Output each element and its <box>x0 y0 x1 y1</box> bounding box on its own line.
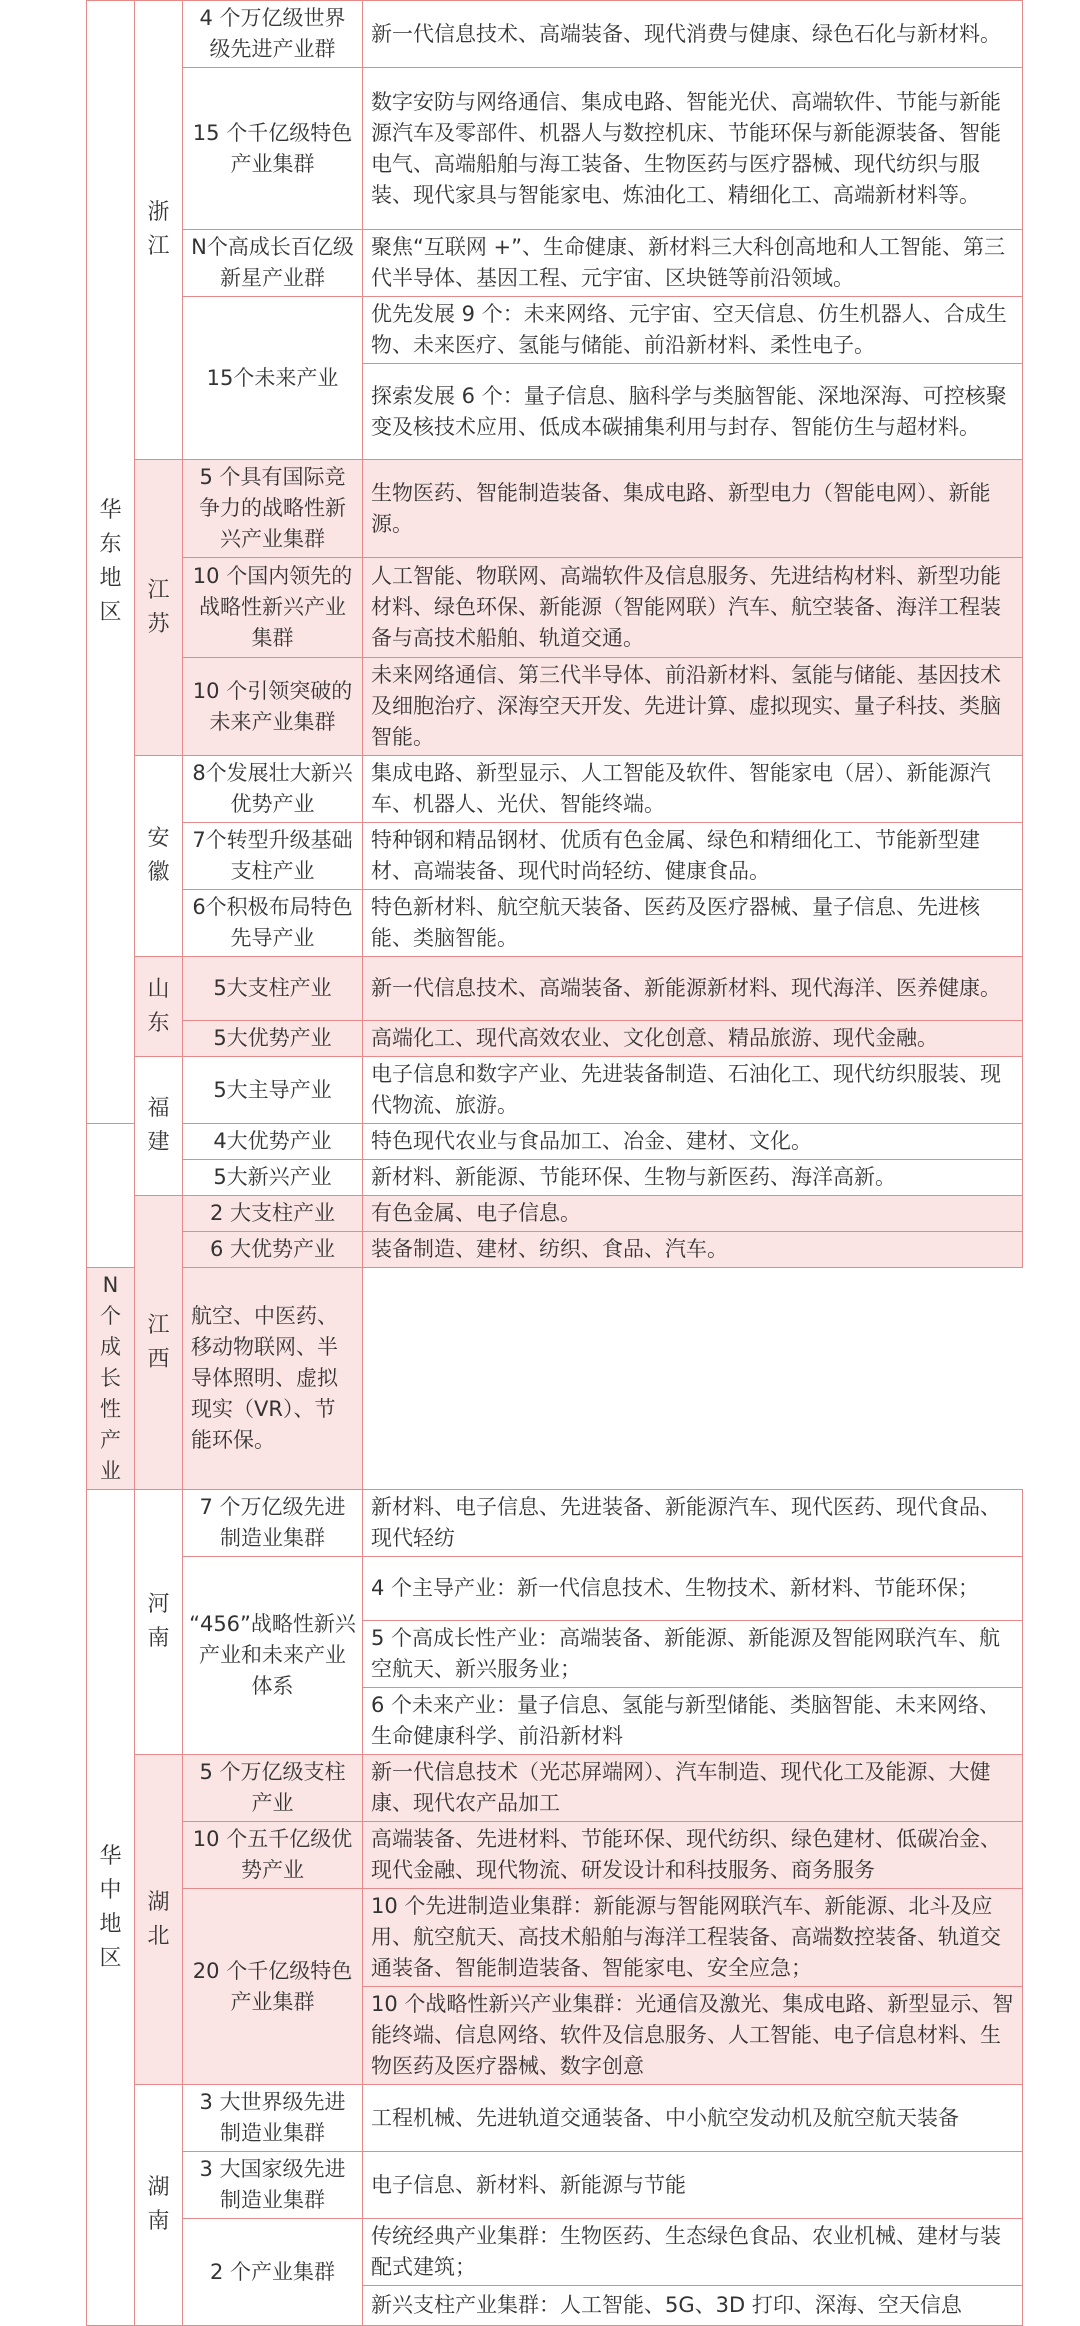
category-cell: 4大优势产业 <box>183 1124 363 1160</box>
category-cell: “456”战略性新兴产业和未来产业体系 <box>183 1557 363 1755</box>
description-cell: 10 个战略性新兴产业集群：光通信及激光、集成电路、新型显示、智能终端、信息网络、软件及信息服务、人工智能、电子信息材料、生物医药及医疗器械、数字创意 <box>363 1987 1023 2085</box>
description-cell: 新一代信息技术（光芯屏端网）、汽车制造、现代化工及能源、大健康、现代农产品加工 <box>363 1755 1023 1822</box>
region-cell-east-cont <box>87 1124 135 1268</box>
province-cell-henan: 河南 <box>135 1490 183 1755</box>
description-cell: 新兴支柱产业集群：人工智能、5G、3D 打印、深海、空天信息 <box>363 2286 1023 2326</box>
table-row <box>87 1160 1023 1196</box>
province-cell-fujian: 福建 <box>135 1057 183 1196</box>
table-row <box>87 1557 1023 1621</box>
table-row <box>87 1196 1023 1232</box>
province-cell-hunan: 湖南 <box>135 2085 183 2326</box>
table-row <box>87 1021 1023 1057</box>
description-cell: 聚焦“互联网 +”、生命健康、新材料三大科创高地和人工智能、第三代半导体、基因工程、元宇宙、区块链等前沿领域。 <box>363 230 1023 297</box>
table-row <box>87 1 1023 68</box>
table-row <box>87 1822 1023 1889</box>
description-cell: 未来网络通信、第三代半导体、前沿新材料、氢能与储能、基因技术及细胞治疗、深海空天开发、先进计算、虚拟现实、量子科技、类脑智能。 <box>363 658 1023 756</box>
category-cell: 6 大优势产业 <box>183 1232 363 1268</box>
table-row <box>87 1889 1023 1987</box>
table-row <box>87 1755 1023 1822</box>
category-cell: 2 个产业集群 <box>183 2219 363 2326</box>
description-cell: 特种钢和精品钢材、优质有色金属、绿色和精细化工、节能新型建材、高端装备、现代时尚轻纺、健康食品。 <box>363 823 1023 890</box>
description-cell: 工程机械、先进轨道交通装备、中小航空发动机及航空航天装备 <box>363 2085 1023 2152</box>
table-row <box>87 297 1023 364</box>
description-cell: 高端化工、现代高效农业、文化创意、精品旅游、现代金融。 <box>363 1021 1023 1057</box>
category-cell: 5大新兴产业 <box>183 1160 363 1196</box>
table-row <box>87 658 1023 756</box>
description-cell: 电子信息、新材料、新能源与节能 <box>363 2152 1023 2219</box>
description-cell: 高端装备、先进材料、节能环保、现代纺织、绿色建材、低碳冶金、现代金融、现代物流、研发设计和科技服务、商务服务 <box>363 1822 1023 1889</box>
province-cell-anhui: 安徽 <box>135 756 183 957</box>
description-cell: 有色金属、电子信息。 <box>363 1196 1023 1232</box>
description-cell: 数字安防与网络通信、集成电路、智能光伏、高端软件、节能与新能源汽车及零部件、机器人与数控机床、节能环保与新能源装备、智能电气、高端船舶与海工装备、生物医药与医疗器械、现代纺织与服装、现代家具与智能家电、炼油化工、精细化工、高端新材料等。 <box>363 68 1023 230</box>
description-cell: 新材料、电子信息、先进装备、新能源汽车、现代医药、现代食品、现代轻纺 <box>363 1490 1023 1557</box>
region-cell-east: 华东地区 <box>87 1 135 1124</box>
category-cell: 5大支柱产业 <box>183 957 363 1021</box>
description-cell: 5 个高成长性产业：高端装备、新能源、新能源及智能网联汽车、航空航天、新兴服务业； <box>363 1621 1023 1688</box>
category-cell: 15个未来产业 <box>183 297 363 460</box>
description-cell: 生物医药、智能制造装备、集成电路、新型电力（智能电网）、新能源。 <box>363 460 1023 558</box>
category-cell: 20 个千亿级特色产业集群 <box>183 1889 363 2085</box>
category-cell: 15 个千亿级特色产业集群 <box>183 68 363 230</box>
category-cell: 3 大国家级先进制造业集群 <box>183 2152 363 2219</box>
category-cell: 10 个五千亿级优势产业 <box>183 1822 363 1889</box>
category-cell: 5 个具有国际竞争力的战略性新兴产业集群 <box>183 460 363 558</box>
description-cell: 电子信息和数字产业、先进装备制造、石油化工、现代纺织服装、现代物流、旅游。 <box>363 1057 1023 1124</box>
province-cell-jiangsu: 江苏 <box>135 460 183 756</box>
category-cell: 5大主导产业 <box>183 1057 363 1124</box>
category-cell: 4 个万亿级世界级先进产业群 <box>183 1 363 68</box>
description-cell: 人工智能、物联网、高端软件及信息服务、先进结构材料、新型功能材料、绿色环保、新能源（智能网联）汽车、航空装备、海洋工程装备与高技术船舶、轨道交通。 <box>363 558 1023 658</box>
description-cell: 特色现代农业与食品加工、冶金、建材、文化。 <box>363 1124 1023 1160</box>
table-row <box>87 1057 1023 1124</box>
table-row <box>87 823 1023 890</box>
province-cell-zhejiang: 浙江 <box>135 1 183 460</box>
table-row <box>87 2152 1023 2219</box>
province-cell-jiangxi: 江西 <box>135 1196 183 1490</box>
table-row <box>87 756 1023 823</box>
category-cell: 6个积极布局特色先导产业 <box>183 890 363 957</box>
province-cell-hubei: 湖北 <box>135 1755 183 2085</box>
right-margin <box>1022 0 1080 2029</box>
category-cell: 7 个万亿级先进制造业集群 <box>183 1490 363 1557</box>
description-cell: 探索发展 6 个：量子信息、脑科学与类脑智能、深地深海、可控核聚变及核技术应用、低成本碳捕集利用与封存、智能仿生与超材料。 <box>363 364 1023 460</box>
description-cell: 航空、中医药、移动物联网、半导体照明、虚拟现实（VR）、节能环保。 <box>183 1268 363 1490</box>
description-cell: 新材料、新能源、节能环保、生物与新医药、海洋高新。 <box>363 1160 1023 1196</box>
category-cell: 5大优势产业 <box>183 1021 363 1057</box>
category-cell: N 个成长性产业 <box>87 1268 135 1490</box>
table-row <box>87 2085 1023 2152</box>
table-row <box>87 2219 1023 2286</box>
category-cell: 5 个万亿级支柱产业 <box>183 1755 363 1822</box>
table-row <box>87 68 1023 230</box>
table-row <box>87 1268 1023 1490</box>
description-cell: 6 个未来产业：量子信息、氢能与新型储能、类脑智能、未来网络、生命健康科学、前沿新材料 <box>363 1688 1023 1755</box>
description-cell: 集成电路、新型显示、人工智能及软件、智能家电（居）、新能源汽车、机器人、光伏、智能终端。 <box>363 756 1023 823</box>
description-cell: 传统经典产业集群：生物医药、生态绿色食品、农业机械、建材与装配式建筑； <box>363 2219 1023 2286</box>
region-cell-central: 华中地区 <box>87 1490 135 2326</box>
description-cell: 4 个主导产业：新一代信息技术、生物技术、新材料、节能环保； <box>363 1557 1023 1621</box>
category-cell: N个高成长百亿级新星产业群 <box>183 230 363 297</box>
table-row <box>87 890 1023 957</box>
table-row <box>87 957 1023 1021</box>
table-row <box>87 1124 1023 1160</box>
table-row <box>87 1232 1023 1268</box>
description-cell: 优先发展 9 个：未来网络、元宇宙、空天信息、仿生机器人、合成生物、未来医疗、氢能与储能、前沿新材料、柔性电子。 <box>363 297 1023 364</box>
category-cell: 7个转型升级基础支柱产业 <box>183 823 363 890</box>
category-cell: 10 个引领突破的未来产业集群 <box>183 658 363 756</box>
category-cell: 3 大世界级先进制造业集群 <box>183 2085 363 2152</box>
category-cell: 2 大支柱产业 <box>183 1196 363 1232</box>
category-cell: 8个发展壮大新兴优势产业 <box>183 756 363 823</box>
description-cell: 新一代信息技术、高端装备、新能源新材料、现代海洋、医养健康。 <box>363 957 1023 1021</box>
description-cell: 10 个先进制造业集群：新能源与智能网联汽车、新能源、北斗及应用、航空航天、高技术船舶与海洋工程装备、高端数控装备、轨道交通装备、智能制造装备、智能家电、安全应急； <box>363 1889 1023 1987</box>
province-cell-shandong: 山东 <box>135 957 183 1057</box>
description-cell: 新一代信息技术、高端装备、现代消费与健康、绿色石化与新材料。 <box>363 1 1023 68</box>
table-row <box>87 558 1023 658</box>
table-row <box>87 460 1023 558</box>
table-row <box>87 1490 1023 1557</box>
table-row <box>87 230 1023 297</box>
left-margin <box>0 0 86 2029</box>
description-cell: 特色新材料、航空航天装备、医药及医疗器械、量子信息、先进核能、类脑智能。 <box>363 890 1023 957</box>
category-cell: 10 个国内领先的战略性新兴产业集群 <box>183 558 363 658</box>
industry-table <box>86 0 1023 2326</box>
description-cell: 装备制造、建材、纺织、食品、汽车。 <box>363 1232 1023 1268</box>
